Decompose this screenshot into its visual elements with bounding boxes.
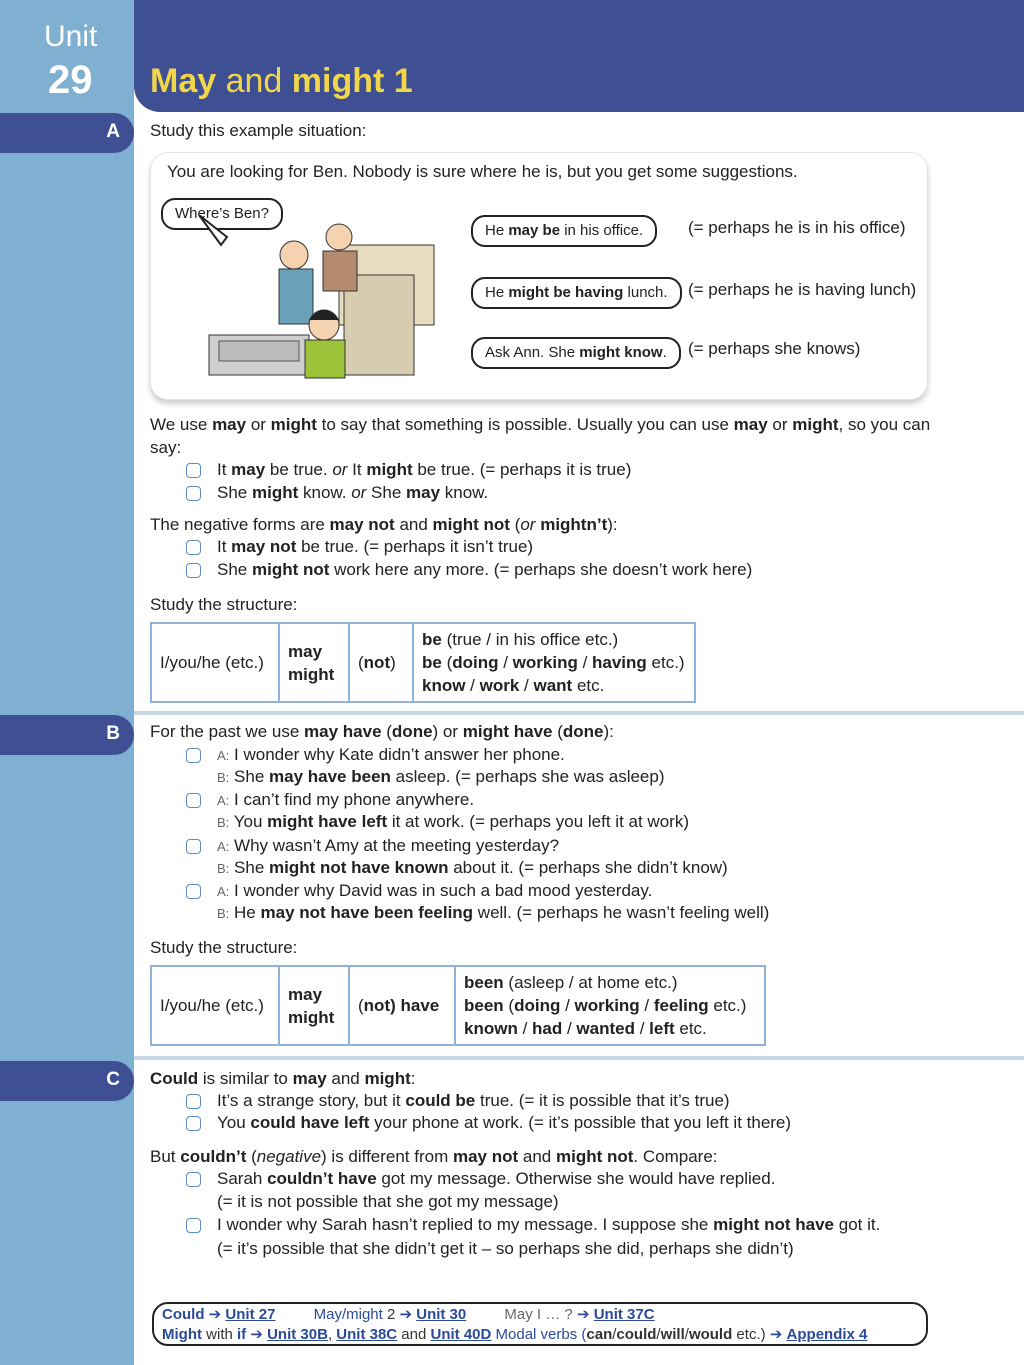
dialogue-b: B: He may not have been feeling well. (= perhaps he wasn’t feeling well) [217,903,770,922]
compare-example-meaning: (= it’s possible that she didn’t get it – so perhaps she did, perhaps she didn’t) [217,1239,794,1258]
dialogue-a: A: Why wasn’t Amy at the meeting yesterday? [217,836,560,855]
negative-example: It may not be true. (= perhaps it isn’t true) [217,537,534,556]
structure-label-a: Study the structure: [150,595,298,614]
situation-text: You are looking for Ben. Nobody is sure where he is, but you get some suggestions. [167,162,798,181]
bullet-icon [186,563,201,578]
suggestion-meaning-3: (= perhaps she knows) [688,339,861,358]
section-a-tab [0,113,134,153]
subject-cell: I/you/he (etc.) [151,966,279,1045]
example-line: It may be true. or It might be true. (= perhaps it is true) [217,460,632,479]
past-participle-cell: been (asleep / at home etc.) been (doing / working / feeling etc.) known / had / wanted / left etc. [455,966,765,1045]
bullet-icon [186,463,201,478]
verb-cell: be (true / in his office etc.) be (doing / working / having etc.) know / work / want etc. [413,623,695,702]
unit-number: 29 [48,58,93,102]
section-b-intro: For the past we use may have (done) or might have (done): [150,722,614,741]
example-line: She might know. or She may know. [217,483,489,502]
bullet-icon [186,1218,201,1233]
compare-example: Sarah couldn’t have got my message. Otherwise she would have replied. [217,1169,776,1188]
where-is-ben-bubble: Where’s Ben? [161,198,283,230]
bullet-icon [186,1172,201,1187]
arrow-right-icon: ➔ [769,1326,783,1343]
structure-table-b [150,965,766,1046]
dialogue-a: A: I can’t find my phone anywhere. [217,790,475,809]
dialogue-b: B: She might not have known about it. (= perhaps she didn’t know) [217,858,728,877]
suggestion-meaning-2: (= perhaps he is having lunch) [688,280,917,299]
arrow-right-icon: ➔ [399,1306,413,1323]
bullet-icon [186,748,201,763]
link-unit-30b[interactable]: Unit 30B [267,1326,328,1343]
usage-line-2: say: [150,438,182,457]
link-unit-38c[interactable]: Unit 38C [336,1326,398,1343]
negative-intro: The negative forms are may not and might not (or mightn’t): [150,515,618,534]
section-a-intro: Study this example situation: [150,121,367,140]
page-title: May and might 1 [150,62,413,100]
section-a-letter: A [106,121,120,142]
footer-row-1: Could ➔ Unit 27 May/might 2 ➔ Unit 30 May I … ? ➔ Unit 37C [162,1306,655,1323]
not-cell: (not) [349,623,413,702]
compare-example-meaning: (= it is not possible that she got my message) [217,1192,559,1211]
bullet-icon [186,839,201,854]
negative-example: She might not work here any more. (= perhaps she doesn’t work here) [217,560,753,579]
suggestion-bubble-3: Ask Ann. She might know. [471,337,681,369]
link-unit-40d[interactable]: Unit 40D [430,1326,492,1343]
compare-intro: But couldn’t (negative) is different from may not and might not. Compare: [150,1147,718,1166]
could-example: You could have left your phone at work. (= it’s possible that you left it there) [217,1113,792,1132]
dialogue-b: B: You might have left it at work. (= perhaps you left it at work) [217,812,689,831]
section-b-tab [0,715,134,755]
bullet-icon [186,884,201,899]
suggestion-bubble-1: He may be in his office. [471,215,657,247]
dialogue-a: A: I wonder why Kate didn’t answer her phone. [217,745,565,764]
bullet-icon [186,793,201,808]
link-unit-27[interactable]: Unit 27 [225,1306,276,1323]
compare-example: I wonder why Sarah hasn’t replied to my message. I suppose she might not have got it. [217,1215,881,1234]
arrow-right-icon: ➔ [250,1326,263,1343]
section-c-intro: Could is similar to may and might: [150,1069,416,1088]
dialogue-a: A: I wonder why David was in such a bad mood yesterday. [217,881,653,900]
bullet-icon [186,1094,201,1109]
suggestion-bubble-2: He might be having lunch. [471,277,682,309]
not-have-cell: (not) have [349,966,455,1045]
section-divider [134,1056,1024,1060]
subject-cell: I/you/he (etc.) [151,623,279,702]
bullet-icon [186,540,201,555]
bullet-icon [186,486,201,501]
footer-row-2: Might with if ➔ Unit 30B, Unit 38C and Unit 40D Modal verbs (can/could/will/would etc.) ➔ Appendix 4 [162,1326,868,1343]
link-unit-37c[interactable]: Unit 37C [593,1306,655,1323]
section-b-letter: B [106,723,120,744]
could-example: It’s a strange story, but it could be true. (= it is possible that it’s true) [217,1091,730,1110]
section-c-tab [0,1061,134,1101]
modal-cell: may might [279,623,349,702]
section-c-letter: C [106,1069,120,1090]
structure-table-a [150,622,696,703]
dialogue-b: B: She may have been asleep. (= perhaps she was asleep) [217,767,665,786]
link-appendix-4[interactable]: Appendix 4 [786,1326,868,1343]
structure-label-b: Study the structure: [150,938,298,957]
office-workers-illustration [199,215,449,385]
arrow-right-icon: ➔ [576,1306,590,1323]
section-divider [134,711,1024,715]
example-situation-box [150,152,928,400]
link-unit-30[interactable]: Unit 30 [416,1306,467,1323]
left-sidebar [0,0,134,1365]
unit-word: Unit [44,20,98,53]
usage-line-1: We use may or might to say that something is possible. Usually you can use may or might, so you can [150,415,931,434]
arrow-right-icon: ➔ [208,1306,222,1323]
suggestion-meaning-1: (= perhaps he is in his office) [688,218,906,237]
modal-cell: may might [279,966,349,1045]
bullet-icon [186,1116,201,1131]
